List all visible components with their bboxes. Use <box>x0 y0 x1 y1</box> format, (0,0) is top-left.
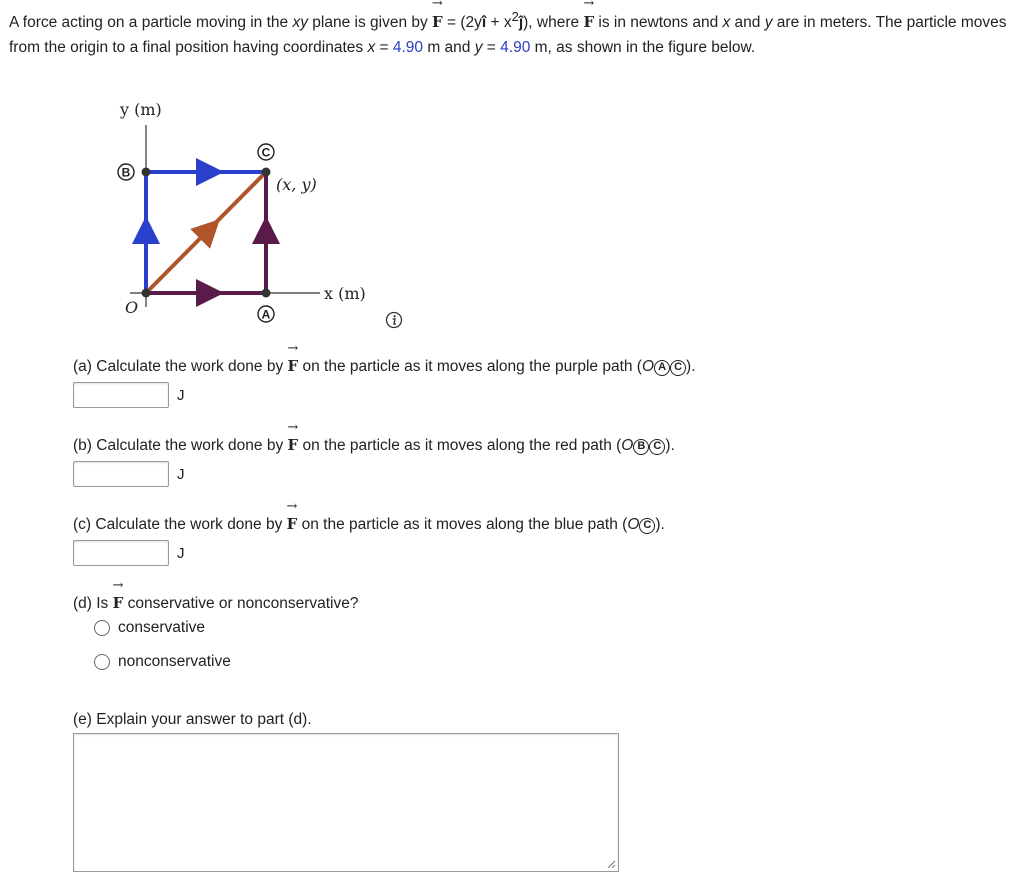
option-conservative[interactable] <box>94 617 359 639</box>
info-icon[interactable] <box>385 311 403 329</box>
point-b-label: B <box>121 165 131 180</box>
part-e-question: (e) Explain your answer to part (d). <box>73 711 312 728</box>
part-a-question: (a) Calculate the work done by → F on the particle as it moves along the purple path (O A C ). <box>73 355 696 378</box>
part-a-unit: J <box>177 386 185 404</box>
point-c-dot <box>262 168 271 177</box>
path-figure <box>110 95 390 330</box>
option-nonconservative[interactable] <box>94 651 359 673</box>
part-c <box>73 513 665 566</box>
part-b-answer-input[interactable] <box>73 461 169 487</box>
origin-point <box>142 289 151 298</box>
part-b <box>73 434 675 487</box>
force-vector: → F <box>432 10 443 35</box>
part-b-unit: J <box>177 465 185 483</box>
part-c-question: (c) Calculate the work done by → F on the particle as it moves along the blue path (O C ). <box>73 513 665 536</box>
x-value: 4.90 <box>392 38 424 56</box>
point-c-label: C <box>261 145 271 160</box>
part-d <box>73 592 359 673</box>
part-e-explanation-textarea[interactable] <box>73 733 619 872</box>
conservative-label: conservative <box>118 619 206 636</box>
part-d-question: (d) Is → F conservative or nonconservative? <box>73 592 359 615</box>
y-value: 4.90 <box>500 38 531 56</box>
part-b-question: (b) Calculate the work done by → F on the particle as it moves along the red path (O B C ). <box>73 434 675 457</box>
x-axis-label: x (m) <box>324 284 366 303</box>
problem-statement: A force acting on a particle moving in the xy plane is given by → F = (2yî + $x^2ĵ$), where → F is in newtons and x and y are in meters. The particle moves from the origin to a final position having coordinates x = 4.90 m and y = 4.90 m, as shown in the figure below. <box>9 5 1009 60</box>
part-c-unit: J <box>177 544 185 562</box>
part-e <box>73 709 312 731</box>
nonconservative-label: nonconservative <box>118 653 231 670</box>
part-c-answer-input[interactable] <box>73 540 169 566</box>
nonconservative-radio[interactable] <box>94 654 110 670</box>
resize-handle-icon[interactable] <box>606 859 616 869</box>
origin-label: O <box>125 298 139 317</box>
conservative-radio[interactable] <box>94 620 110 636</box>
endpoint-label: (x, y) <box>276 175 317 194</box>
point-b-dot <box>142 168 151 177</box>
y-axis-label: y (m) <box>120 100 162 119</box>
point-a-label: A <box>261 307 271 322</box>
point-a-dot <box>262 289 271 298</box>
part-a-answer-input[interactable] <box>73 382 169 408</box>
part-a <box>73 355 696 408</box>
